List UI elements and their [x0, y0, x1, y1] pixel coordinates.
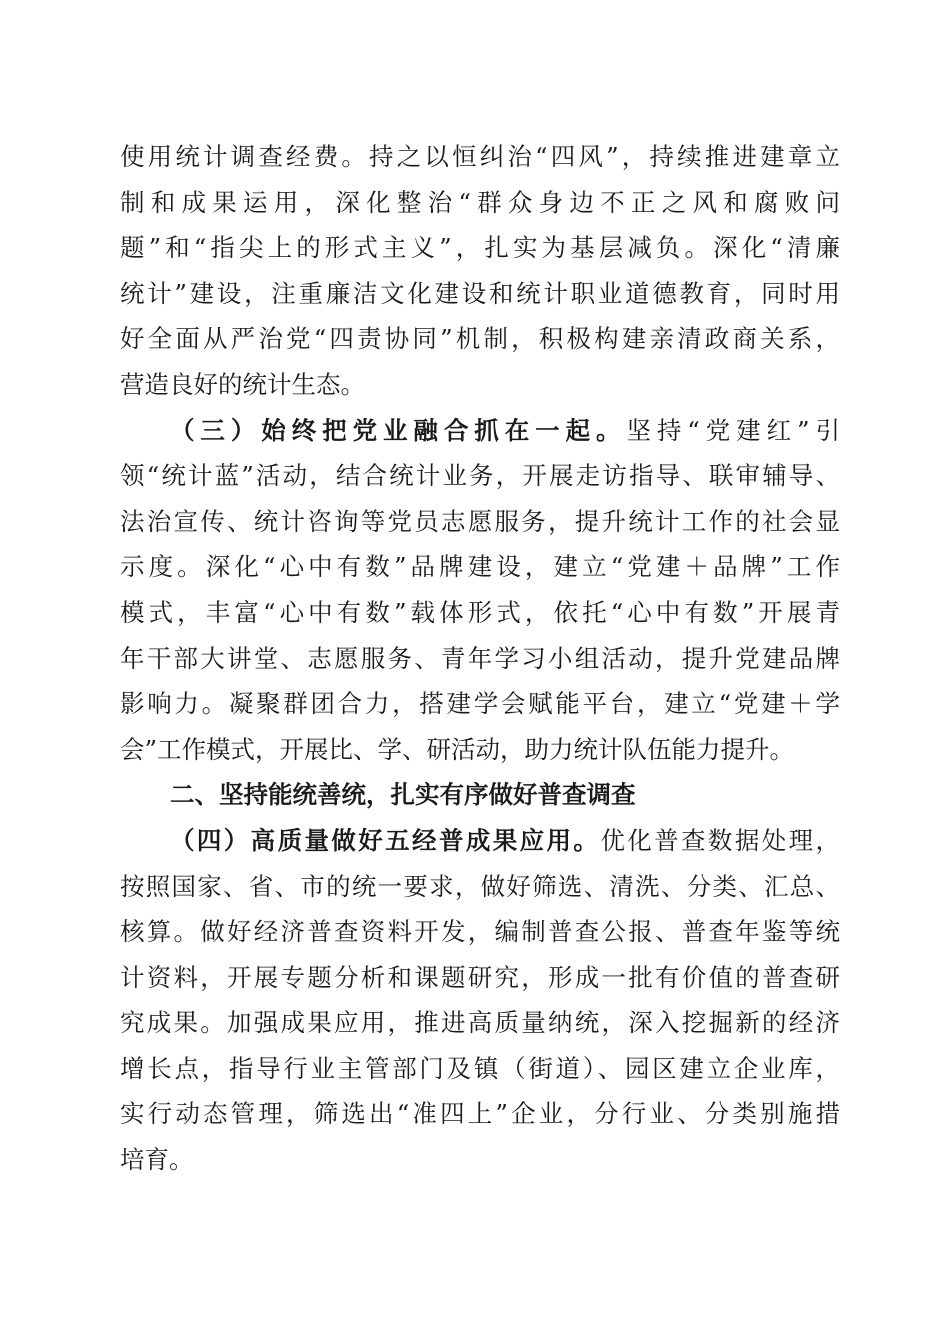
text-line: 使用统计调查经费。持之以恒纠治“四风”，持续推进建章立	[120, 142, 840, 171]
document-page	[120, 134, 840, 1183]
text-line: 制和成果运用，深化整治“群众身边不正之风和腐败问	[120, 187, 840, 217]
text-line: 增长点，指导行业主管部门及镇（街道）、园区建立企业库，	[120, 1053, 840, 1083]
text-line: 题”和“指尖上的形式主义”，扎实为基层减负。深化“清廉	[120, 233, 840, 263]
text-line	[120, 818, 840, 864]
text-line: 模式，丰富“心中有数”载体形式，依托“心中有数”开展青	[120, 597, 840, 627]
paragraph-lead: （三）始终把党业融合抓在一起。	[170, 415, 627, 445]
text-line: 培育。	[120, 1145, 194, 1175]
text-line: 实行动态管理，筛选出“准四上”企业，分行业、分类别施措	[120, 1099, 840, 1129]
text-line: 年干部大讲堂、志愿服务、青年学习小组活动，提升党建品牌	[120, 643, 840, 673]
text-line: 影响力。凝聚群团合力，搭建学会赋能平台，建立“党建＋学	[120, 689, 840, 719]
text-line: 示度。深化“心中有数”品牌建设，建立“党建＋品牌”工作	[120, 552, 840, 582]
paragraph-2	[120, 408, 840, 773]
text-span: 优化普查数据处理，	[600, 825, 841, 855]
paragraph-1	[120, 134, 840, 408]
text-line: 营造良好的统计生态。	[120, 369, 365, 399]
text-line: 领“统计蓝”活动，结合统计业务，开展走访指导、联审辅导、	[120, 461, 840, 491]
text-line: 按照国家、省、市的统一要求，做好筛选、清洗、分类、汇总、	[120, 871, 840, 901]
text-line: 计资料，开展专题分析和课题研究，形成一批有价值的普查研	[120, 962, 840, 992]
text-line: 统计”建设，注重廉洁文化建设和统计职业道德教育，同时用	[120, 278, 840, 308]
text-line	[120, 408, 840, 454]
text-line: 究成果。加强成果应用，推进高质量纳统，深入挖掘新的经济	[120, 1008, 840, 1038]
section-heading: 二、坚持能统善统，扎实有序做好普查调查	[170, 780, 636, 810]
text-line: 会”工作模式，开展比、学、研活动，助力统计队伍能力提升。	[120, 734, 795, 764]
paragraph-lead: （四）高质量做好五经普成果应用。	[170, 825, 601, 855]
paragraph-3	[120, 818, 840, 1183]
text-line: 好全面从严治党“四责协同”机制，积极构建亲清政商关系，	[120, 324, 840, 354]
text-line: 核算。做好经济普查资料开发，编制普查公报、普查年鉴等统	[120, 917, 840, 947]
text-span: 坚持“党建红”引	[626, 415, 840, 445]
text-line: 法治宣传、统计咨询等党员志愿服务，提升统计工作的社会显	[120, 506, 840, 536]
